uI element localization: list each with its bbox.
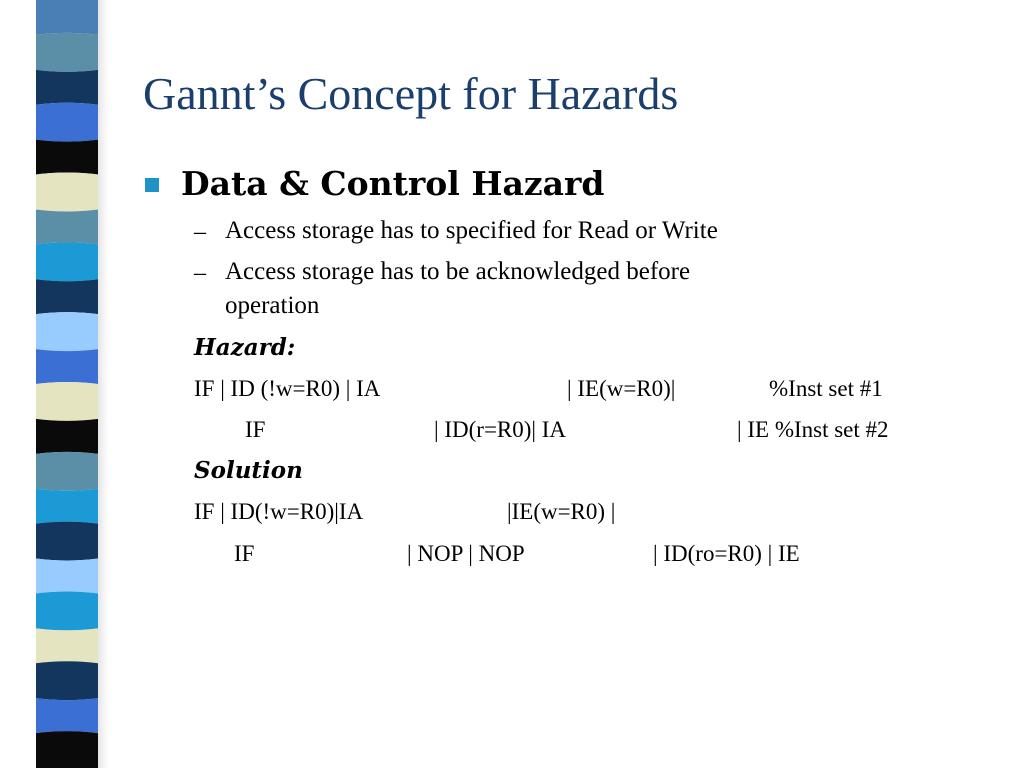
- solution-line2-fetch: IF: [234, 541, 255, 566]
- stripe-band: [36, 661, 98, 700]
- stripe-band: [36, 312, 98, 351]
- hazard-line2-stages: | ID(r=R0)| IA: [434, 417, 567, 442]
- bullet-heading: Data & Control Hazard: [181, 164, 605, 203]
- stripe-band: [36, 698, 98, 733]
- stripe-band: [36, 452, 98, 491]
- hazard-line1-execute: | IE(w=R0)|: [567, 376, 676, 401]
- sub-bullet-2: Access storage has to be acknowledged before: [225, 258, 691, 285]
- stripe-band: [36, 140, 98, 175]
- hazard-line1-comment: %Inst set #1: [769, 376, 883, 401]
- solution-label: Solution: [194, 457, 303, 484]
- stripe-band: [36, 628, 98, 663]
- solution-line2-nops: | NOP | NOP: [407, 541, 525, 566]
- stripe-band: [36, 349, 98, 384]
- stripe-band: [36, 279, 98, 314]
- solution-line1-stages: IF | ID(!w=R0)|IA: [194, 499, 364, 524]
- dash-icon: –: [194, 219, 206, 245]
- stripe-band: [36, 33, 98, 72]
- stripe-band: [36, 382, 98, 421]
- decorative-stripe-bar: [36, 0, 98, 768]
- stripe-band: [36, 0, 98, 35]
- stripe-band: [36, 559, 98, 594]
- slide-title: Gannt’s Concept for Hazards: [143, 68, 679, 119]
- hazard-line2-comment: | IE %Inst set #2: [737, 417, 889, 442]
- sub-bullet-2-continuation: operation: [225, 292, 320, 319]
- stripe-shadow: [98, 0, 108, 768]
- stripe-band: [36, 489, 98, 524]
- stripe-band: [36, 103, 98, 142]
- stripe-band: [36, 70, 98, 105]
- dash-icon: –: [194, 260, 206, 286]
- stripe-band: [36, 173, 98, 212]
- stripe-band: [36, 209, 98, 244]
- stripe-band: [36, 731, 98, 768]
- solution-line2-stages: | ID(ro=R0) | IE: [653, 541, 800, 566]
- solution-line1-execute: |IE(w=R0) |: [507, 499, 616, 524]
- hazard-label: Hazard:: [194, 334, 296, 361]
- stripe-band: [36, 591, 98, 630]
- sub-bullet-1: Access storage has to specified for Read or Write: [225, 217, 718, 244]
- hazard-line1-stages: IF | ID (!w=R0) | IA: [194, 376, 381, 401]
- stripe-band: [36, 419, 98, 454]
- stripe-band: [36, 242, 98, 281]
- hazard-line2-fetch: IF: [245, 417, 266, 442]
- stripe-band: [36, 522, 98, 561]
- square-bullet-icon: [145, 178, 159, 192]
